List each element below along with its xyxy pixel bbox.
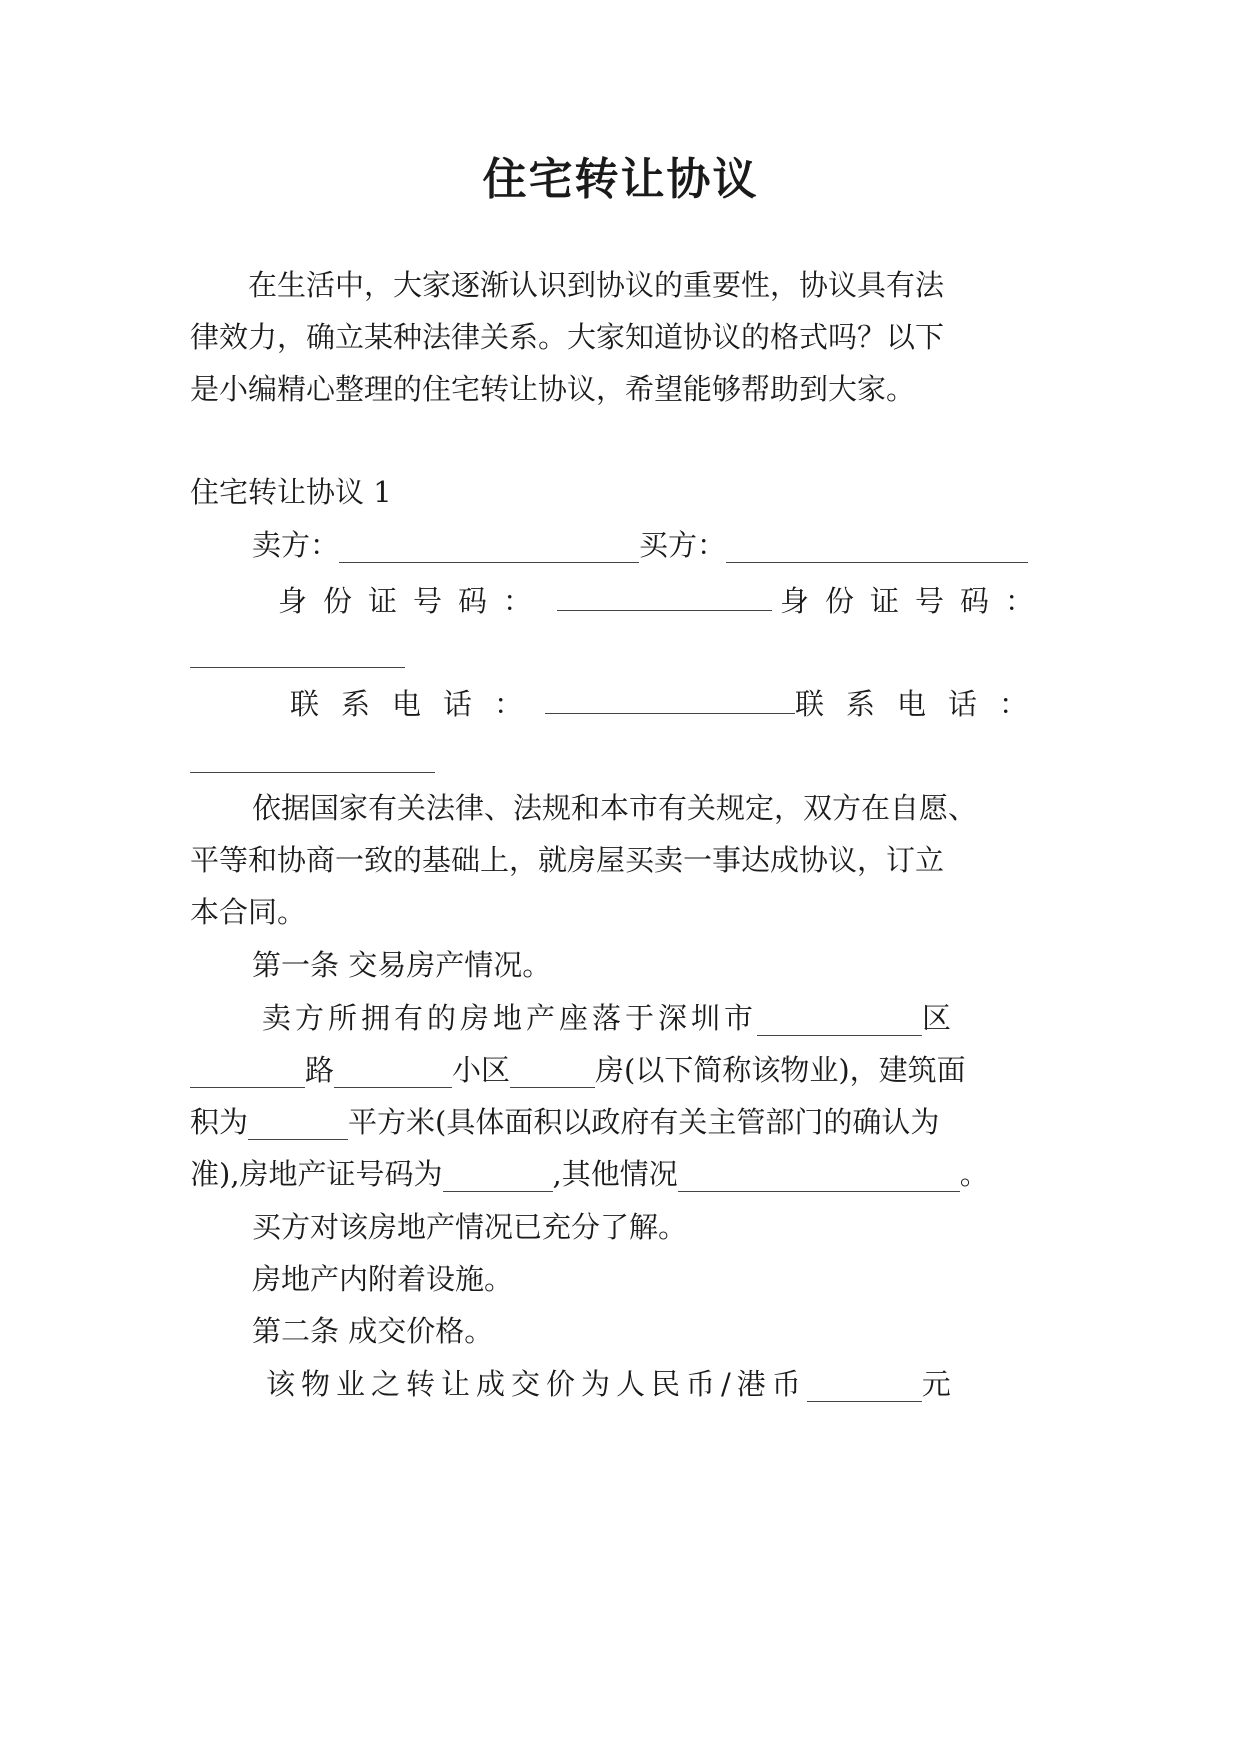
district-suffix: 区 xyxy=(922,1001,952,1035)
certificate-prefix: 准),房地产证号码为 xyxy=(190,1157,443,1191)
buyer-phone-blank[interactable] xyxy=(190,742,435,773)
seller-phone-label: 联系电话： xyxy=(290,687,546,721)
article-1-heading: 第一条 交易房产情况。 xyxy=(252,948,552,982)
buyer-id-blank[interactable] xyxy=(190,637,405,668)
area-prefix: 积为 xyxy=(190,1105,249,1139)
location-prefix: 卖方所拥有的房地产座落于深圳市 xyxy=(262,1001,758,1035)
price-suffix: 元 xyxy=(921,1367,951,1401)
phone-row xyxy=(290,683,1050,724)
buyer-knowledge: 买方对该房地产情况已充分了解。 xyxy=(252,1210,688,1244)
article-1-line-1 xyxy=(262,998,1050,1038)
road-blank[interactable] xyxy=(190,1057,305,1088)
seller-label: 卖方： xyxy=(252,528,340,562)
parties-row xyxy=(252,525,1050,565)
road-label: 路 xyxy=(305,1053,335,1087)
article-2-heading: 第二条 成交价格。 xyxy=(252,1314,494,1348)
buyer-phone-row xyxy=(190,735,1050,775)
intro-line-2: 律效力，确立某种法律关系。大家知道协议的格式吗？以下 xyxy=(190,320,945,354)
buyer-id-row xyxy=(190,630,1050,670)
buyer-label: 买方： xyxy=(639,528,727,562)
area-blank[interactable] xyxy=(248,1109,348,1140)
document-title: 住宅转让协议 xyxy=(482,154,759,205)
price-prefix: 该物业之转让成交价为人民币/港币 xyxy=(266,1367,807,1401)
attached-facilities: 房地产内附着设施。 xyxy=(252,1262,514,1296)
buyer-blank[interactable] xyxy=(726,532,1028,563)
article-1-line-3 xyxy=(190,1102,1050,1142)
intro-line-1: 在生活中，大家逐渐认识到协议的重要性，协议具有法 xyxy=(248,268,945,302)
buyer-phone-label: 联系电话： xyxy=(794,687,1050,721)
basis-line-3: 本合同。 xyxy=(190,895,307,929)
other-blank[interactable] xyxy=(678,1161,960,1192)
intro-line-3: 是小编精心整理的住宅转让协议，希望能够帮助到大家。 xyxy=(190,372,916,406)
community-blank[interactable] xyxy=(334,1057,452,1088)
article-2-price-line xyxy=(266,1364,1050,1404)
district-blank[interactable] xyxy=(757,1005,922,1036)
article-1-line-4 xyxy=(190,1154,1050,1194)
article-1-line-2 xyxy=(190,1050,1050,1090)
other-label: ,其他情况 xyxy=(552,1157,678,1191)
line-end: 。 xyxy=(959,1157,989,1191)
seller-id-blank[interactable] xyxy=(557,580,772,611)
buyer-id-label: 身份证号码： xyxy=(779,584,1050,618)
id-row xyxy=(278,580,1050,621)
seller-id-label: 身份证号码： xyxy=(278,584,549,618)
basis-line-2: 平等和协商一致的基础上，就房屋买卖一事达成协议，订立 xyxy=(190,843,945,877)
basis-line-1: 依据国家有关法律、法规和本市有关规定，双方在自愿、 xyxy=(252,791,978,825)
certificate-blank[interactable] xyxy=(443,1161,553,1192)
seller-phone-blank[interactable] xyxy=(545,683,795,714)
room-blank[interactable] xyxy=(510,1057,595,1088)
community-label: 小区 xyxy=(452,1053,511,1087)
section-title: 住宅转让协议 1 xyxy=(190,475,392,509)
seller-blank[interactable] xyxy=(339,532,639,563)
price-blank[interactable] xyxy=(807,1371,922,1402)
area-suffix: 平方米(具体面积以政府有关主管部门的确认为 xyxy=(348,1105,940,1139)
room-label: 房(以下简称该物业)，建筑面 xyxy=(595,1053,966,1087)
